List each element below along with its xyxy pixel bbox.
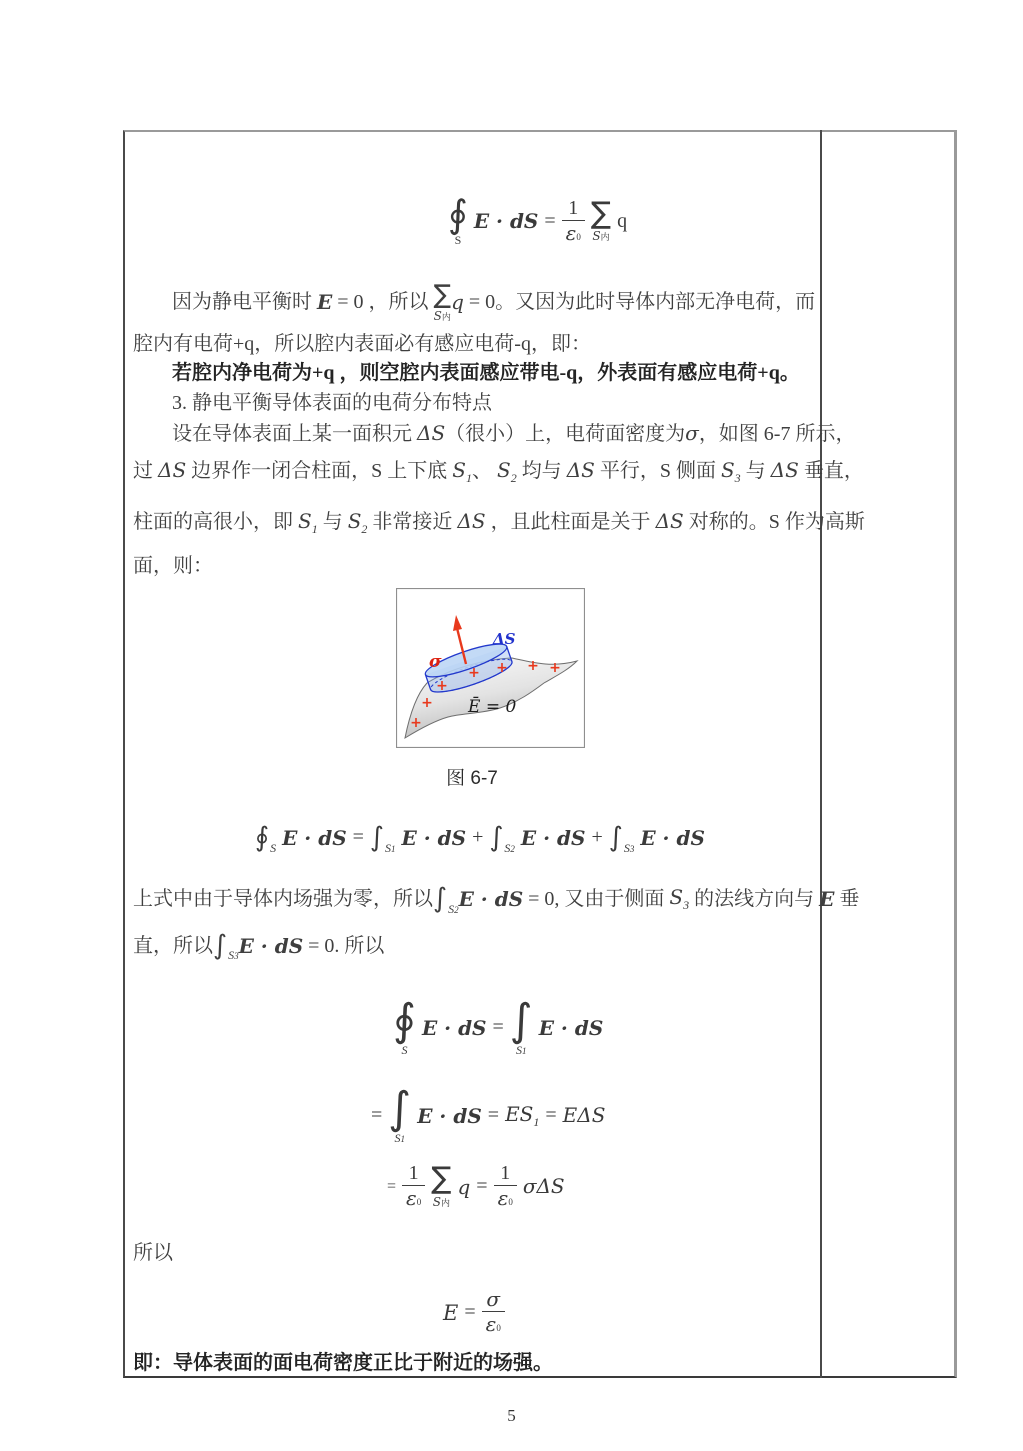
integral-S1 [369,822,396,855]
text-segment: 直，所以 [133,934,213,957]
S: S [519,1101,534,1126]
S3-token [721,457,741,487]
integrand-E-dS: E · dS [417,1103,482,1128]
integral-S3 [213,930,239,963]
text-segment: 与 [740,460,771,482]
E-deltaS-token [563,1103,606,1128]
sum-limit-nei: 内 [440,1197,450,1208]
text-segment: 垂直， [798,460,864,482]
integral-S2 [433,883,459,916]
sub-3: 3 [234,951,239,962]
limit-S2 [448,902,459,918]
text-segment: 非常接近 [367,511,458,533]
page-number [0,1406,1023,1426]
sigma: σ [522,1174,537,1198]
sub-1: 1 [533,1114,540,1129]
numerator: 1 [500,1162,511,1184]
S: S [228,948,235,963]
epsilon: ε [485,1312,497,1336]
E: E [443,1300,459,1325]
sigma-label: σ [429,652,442,672]
plus-charge: + [468,665,480,681]
figure-6-7 [396,588,585,748]
sub-3: 3 [734,471,741,485]
S1-token [298,508,318,538]
integral-S1 [509,995,533,1057]
sigma: σ [685,421,699,445]
limit-S: S [401,1042,408,1057]
S: S [452,458,466,482]
plus-charge: + [527,658,539,674]
fraction-one-over-epsilon0 [562,197,585,246]
S: S [448,901,455,916]
sigma-deltaS-token [523,1174,565,1199]
delta-S: ΔS [536,1174,565,1198]
charge-q: q [451,290,464,315]
integrand-E-dS: E · dS [401,825,467,850]
paragraph-setup-line2 [133,457,864,487]
plus-charge: + [549,660,561,676]
delta-S: ΔS [655,509,684,533]
sum-limit-S: S [432,1194,441,1209]
text-segment: 3. 静电平衡导体表面的电荷分布特点 [172,392,492,414]
sub-3: 3 [629,844,635,854]
sub-1: 1 [311,522,318,536]
sub-1: 1 [465,471,472,485]
integrand-E-dS: E · dS [421,1015,487,1040]
S1-token [452,457,472,487]
limit-S1 [385,841,396,856]
int-symbol: ∫ [369,822,384,853]
integral-S1 [388,1083,412,1145]
numerator: 1 [408,1162,419,1184]
delta-S: ΔS [566,458,595,482]
text-segment: 柱面的高很小，即 [133,511,298,533]
S: S [669,885,684,909]
S: S [504,841,511,855]
fraction-sigma-over-epsilon0 [482,1288,505,1337]
equals-sign: = [464,1301,476,1323]
e-field-zero-label: Ē = 0 [468,697,517,717]
text-segment: 均与 [516,460,567,482]
equals-sign: = [545,1104,557,1127]
equals-sign: = [476,1175,488,1197]
S: S [496,458,511,482]
int-symbol: ∫ [489,822,504,853]
sub-3: 3 [683,898,690,912]
fraction-one-over-epsilon0 [402,1162,425,1211]
sum-limit-nei: 内 [441,311,451,322]
epsilon-sub: 0 [508,1197,513,1207]
epsilon: ε [565,220,577,245]
sum-limit [433,1196,450,1208]
summation-over-S-inside [590,195,612,244]
integral-S2 [489,822,515,855]
text-segment: 设在导体表面上某一面积元 [172,423,417,445]
equals-sign: = [492,1016,504,1039]
sub-2: 2 [510,844,515,854]
table-column-divider [820,130,822,1378]
text-segment: 所以 [133,1242,173,1264]
integrand-E-dS: E · dS [538,1015,604,1040]
plus-charge: + [436,678,448,694]
equals-sign: = [352,826,364,848]
closed-surface-integral [448,192,468,248]
integrand-E-dS: E · dS [238,933,304,958]
equation-flux-decomposition [252,822,708,855]
delta-S: ΔS [417,421,446,445]
sub-2: 2 [510,471,517,485]
delta-S: ΔS [158,458,187,482]
S: S [385,841,391,855]
text-segment: 即：导体表面的面电荷密度正比于附近的场强。 [133,1352,553,1374]
int-symbol: ∫ [388,1083,412,1134]
equals-sign: = [387,1177,397,1195]
S: S [347,509,362,533]
text-segment: 面，则： [133,555,213,577]
sub-1: 1 [391,844,396,854]
numerator-sigma: σ [486,1287,501,1311]
epsilon: ε [406,1186,417,1210]
conclusion-statement [133,1350,553,1376]
text-segment: 的法线方向与 [689,887,820,910]
numerator: 1 [568,196,579,219]
limit-S3 [228,948,239,964]
text-segment: 与 [317,511,348,533]
integrand-E-dS: E · dS [640,825,705,850]
S2-token [497,457,517,487]
epsilon-sub: 0 [496,1323,501,1333]
S: S [720,458,735,482]
text-segment: 因为静电平衡时 [172,291,317,314]
sub-2: 2 [361,522,368,536]
fraction-one-over-epsilon0 [494,1162,517,1211]
paragraph-equilibrium-line1 [172,280,816,323]
S: S [623,841,630,855]
figure-caption [123,763,821,790]
denominator [402,1185,425,1211]
integrand-E-dS: E · dS [282,825,347,850]
text-segment: 垂 [834,887,860,910]
sum-limit-S: S [433,308,442,323]
sub-1: 1 [400,1133,405,1144]
paragraph-setup-line3 [133,508,865,538]
vector-E: E [317,290,333,315]
limit-S3 [624,841,635,856]
delta-S: ΔS [577,1103,606,1128]
integral-limit: S [454,233,462,248]
integrand-E-dS: E · dS [458,886,524,911]
plus-charge: + [421,695,433,711]
sum-limit-S: S [592,229,601,244]
text-segment: 平行，S 侧面 [594,460,721,482]
integrand-E-dS: E · dS [473,209,539,234]
text-segment: = 0. 所以 [303,934,385,957]
figure-caption-text: 图 6-7 [446,768,498,789]
int-symbol: ∫ [509,995,533,1046]
oint-symbol: ∮ [448,192,468,236]
text-segment: = 0, 又由于侧面 [523,887,670,910]
delta-S: ΔS [457,509,486,533]
int-symbol: ∫ [608,822,623,853]
S2-token [348,508,368,538]
delta-s-label: ΔS [493,630,516,648]
E: E [562,1103,578,1128]
bold-statement-induced-charge [172,360,800,386]
paragraph-explanation-line2 [133,930,385,963]
text-segment: 边界作一闭合柱面，S 上下底 [186,460,453,482]
denominator [562,220,585,246]
summation-over-S-inside [433,280,452,323]
equation-reduction-2 [368,1083,608,1145]
sub-2: 2 [454,904,459,915]
epsilon-sub: 0 [416,1197,422,1207]
oint-symbol: ∮ [393,995,416,1046]
sum-symbol: ∑ [590,195,612,231]
S3-token [669,884,689,914]
int-symbol: ∫ [213,930,228,961]
sub-1: 1 [522,1045,527,1056]
sum-symbol: ∑ [431,1161,452,1197]
charge-q: q [617,209,628,232]
limit-S1 [516,1044,527,1056]
sum-limit [434,310,451,322]
sum-symbol: ∑ [433,280,452,310]
charge-q: q [457,1174,471,1199]
S: S [394,1130,401,1145]
equation-gauss-law [445,192,630,248]
closed-surface-integral [255,822,277,855]
denominator [494,1185,517,1211]
plus-charge: + [496,660,508,676]
summation-over-S-inside [431,1161,452,1209]
paragraph-setup-line4 [133,553,213,579]
paragraph-explanation-line1 [133,884,859,914]
text-segment: （很小）上，电荷面密度为 [445,423,686,445]
text-segment: 过 [133,460,158,482]
text-segment: 若腔内净电荷为+q ，则空腔内表面感应带电-q，外表面有感应电荷+q。 [172,362,800,384]
limit-S2 [504,841,515,856]
paragraph-equilibrium-line2 [133,331,591,357]
text-segment: ，且此柱面是关于 [485,511,656,533]
section-heading-3 [172,390,492,416]
equals-sign: = [544,209,556,232]
text-segment: 对称的。S 作为高斯 [683,511,865,533]
vector-E: E [819,886,835,911]
page-number-text: 5 [507,1406,516,1425]
plus-charge: + [410,715,422,731]
closed-surface-integral [393,995,416,1057]
equation-reduction-3 [384,1162,568,1211]
plus-sign: + [472,826,484,848]
limit-S: S [270,841,277,855]
E-S1-token [505,1102,539,1130]
oint-symbol: ∮ [255,822,270,853]
text-segment: = 0 ，所以 [332,291,434,314]
figure-6-7-drawing [396,588,585,748]
text-segment: 、 [471,460,497,482]
epsilon: ε [497,1186,509,1210]
text-segment: ，如图 6-7 所示， [698,423,856,445]
plus-sign: + [591,826,603,848]
paragraph-therefore [133,1240,173,1266]
equals-sign: = [371,1104,383,1127]
delta-S: ΔS [770,458,799,482]
epsilon-sub: 0 [576,231,581,242]
equals-sign: = [487,1104,500,1127]
E: E [505,1101,520,1126]
sum-limit [592,230,609,242]
integral-S3 [608,822,635,855]
integrand-E-dS: E · dS [520,825,586,850]
text-segment: 上式中由于导体内场强为零，所以 [133,887,433,910]
sum-limit-nei: 内 [600,232,610,243]
equation-final-result [440,1288,508,1337]
equation-reduction-1 [390,995,606,1057]
int-symbol: ∫ [433,883,448,915]
paragraph-setup-line1 [172,420,855,447]
text-segment: = 0。又因为此时导体内部无净电荷，而 [463,291,816,314]
text-segment: 腔内有电荷+q，所以腔内表面必有感应电荷-q，即： [133,333,591,355]
limit-S1 [395,1132,406,1144]
S: S [298,509,312,533]
denominator [482,1311,505,1337]
S: S [516,1042,522,1057]
